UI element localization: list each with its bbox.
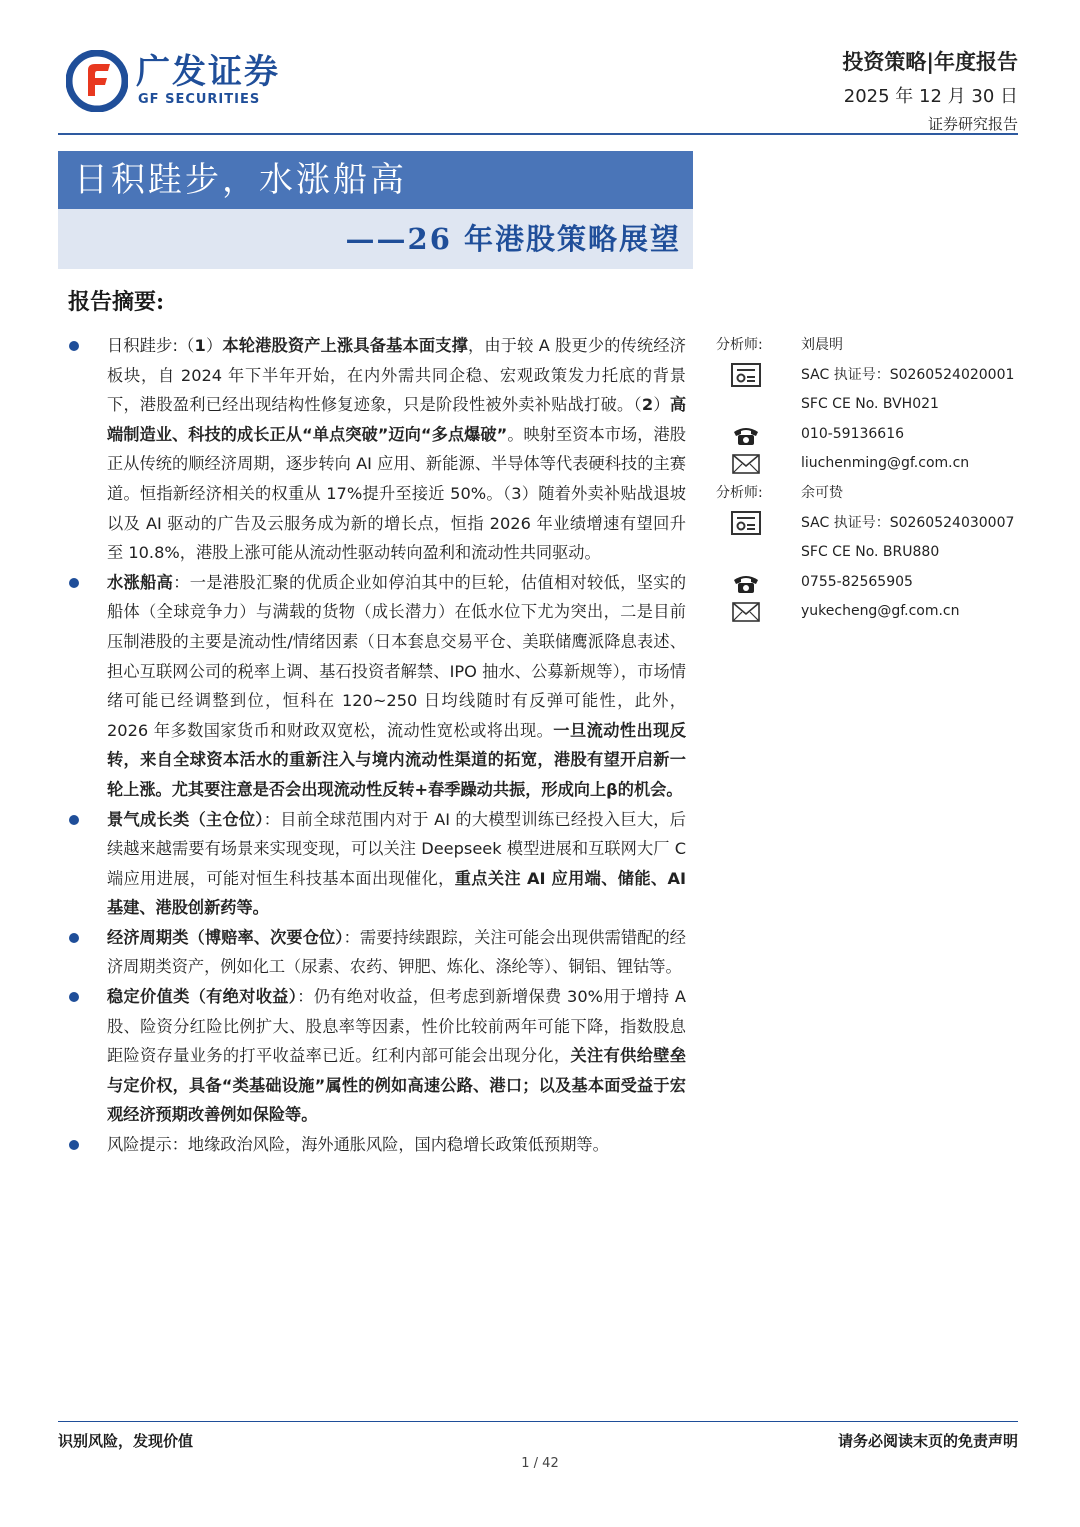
title-banner [58,151,693,269]
bullet-dot-icon [69,815,79,825]
analyst-email-row [716,597,1026,627]
report-title: 日积跬步，水涨船高 [58,151,693,209]
certificate-icon [730,513,762,535]
bullet-dot-icon [69,1140,79,1150]
email-icon [730,601,762,623]
analyst-email-link[interactable]: liuchenming@gf.com.cn [801,455,970,472]
analyst-name-row [716,331,1026,361]
report-subtitle: ——26 年港股策略展望 [58,209,693,269]
page-number: 1 / 42 [521,1456,559,1471]
analyst-panel [716,331,1026,627]
analyst-sac-row [716,509,1026,539]
summary-bullet: 经济周期类（博赔率、次要仓位）：需要持续跟踪，关注可能会出现供需错配的经济周期类资产，例如化工（尿素、农药、钾肥、炼化、涤纶等）、铜铝、锂钴等。 [68,923,686,982]
analyst-label: 分析师: [716,484,763,501]
analyst-name: 刘晨明 [801,337,843,353]
header-divider [58,133,1018,135]
summary-bullet: 稳定价值类（有绝对收益）：仍有绝对收益，但考虑到新增保费 30%用于增持 A 股、险资分红险比例扩大、股息率等因素，性价比较前两年可能下降，指数股息距险资存量业务的打平收益率已近。红利内部可能会出现分化，关注有供给壁垒与定价权，具备“类基础设施”属性的例如高速公路、港口；以及基本面受益于宏观经济预期改善例如保险等。 [68,982,686,1130]
summary-bullet: 水涨船高：一是港股汇聚的优质企业如停泊其中的巨轮，估值相对较低，坚实的船体（全球竞争力）与满载的货物（成长潜力）在低水位下尤为突出，二是目前压制港股的主要是流动性/情绪因素（日本套息交易平仓、美联储鹰派降息表述、担心互联网公司的税率上调、基石投资者解禁、IPO 抽水、公募新规等），市场情绪可能已经调整到位，恒科在 120~250 日均线随时有反弹可能性，此外，2026 年多数国家货币和财政双宽松，流动性宽松或将出现。一旦流动性出现反转，来自全球资本活水的重新注入与境内流动性渠道的拓宽，港股有望开启新一轮上涨。尤其要注意是否会出现流动性反转+春季躁动共振，形成向上β的机会。 [68,568,686,805]
brand-name-cn: 广发证券 [136,52,280,92]
phone-icon [730,424,762,446]
bullet-dot-icon [69,341,79,351]
footer-divider [58,1421,1018,1422]
summary-heading: 报告摘要: [68,289,165,315]
analyst-phone: 0755-82565905 [801,573,913,590]
bullet-dot-icon [69,578,79,588]
analyst-phone-row [716,568,1026,598]
gf-logo [66,50,281,112]
brand-name-en: GF SECURITIES [138,92,261,107]
report-category: 证券研究报告 [927,115,1018,133]
analyst-sfc-row [716,390,1026,420]
analyst-name: 余可贽 [801,484,843,501]
analyst-email-link[interactable]: yukecheng@gf.com.cn [801,603,960,620]
analyst-sac: SAC 执证号：S0260524020001 [801,366,1015,383]
analyst-sac: SAC 执证号：S0260524030007 [801,514,1015,531]
footer-disclaimer-note: 请务必阅读末页的免责声明 [837,1432,1018,1450]
bullet-dot-icon [69,992,79,1002]
analyst-sac-row [716,361,1026,391]
analyst-phone: 010-59136616 [801,425,905,442]
footer-slogan: 识别风险，发现价值 [58,1432,194,1450]
analyst-email-row [716,449,1026,479]
gf-logo-mark-icon [66,50,128,112]
bullet-dot-icon [69,933,79,943]
analyst-label: 分析师: [716,337,763,353]
report-date: 2025 年 12 月 30 日 [843,86,1018,107]
phone-icon [730,572,762,594]
report-type: 投资策略|年度报告 [842,50,1018,74]
analyst-name-row [716,479,1026,509]
summary-bullet: 风险提示：地缘政治风险，海外通胀风险，国内稳增长政策低预期等。 [68,1130,686,1160]
summary-bullet: 日积跬步:（1）本轮港股资产上涨具备基本面支撑，由于较 A 股更少的传统经济板块，自 2024 年下半年开始，在内外需共同企稳、宏观政策发力托底的背景下，港股盈利已经出现结构性修复迹象，只是阶段性被外卖补贴战打破。（2）高端制造业、科技的成长正从“单点突破”迈向“多点爆破”。映射至资本市场，港股正从传统的顺经济周期，逐步转向 AI 应用、新能源、半导体等代表硬科技的主赛道。恒指新经济相关的权重从 17%提升至接近 50%。（3）随着外卖补贴战退坡以及 AI 驱动的广告及云服务成为新的增长点，恒指 2026 年业绩增速有望回升至 10.8%，港股上涨可能从流动性驱动转向盈利和流动性共同驱动。 [68,331,686,568]
summary-list [68,331,686,1160]
analyst-sfc: SFC CE No. BRU880 [801,544,940,561]
summary-bullet: 景气成长类（主仓位）：目前全球范围内对于 AI 的大模型训练已经投入巨大，后续越来越需要有场景来实现变现，可以关注 Deepseek 模型进展和互联网大厂 C 端应用进展，可能对恒生科技基本面出现催化，重点关注 AI 应用端、储能、AI 基建、港股创新药等。 [68,805,686,923]
analyst-sfc-row [716,538,1026,568]
certificate-icon [730,365,762,387]
analyst-phone-row [716,420,1026,450]
email-icon [730,453,762,475]
analyst-sfc: SFC CE No. BVH021 [801,396,939,413]
